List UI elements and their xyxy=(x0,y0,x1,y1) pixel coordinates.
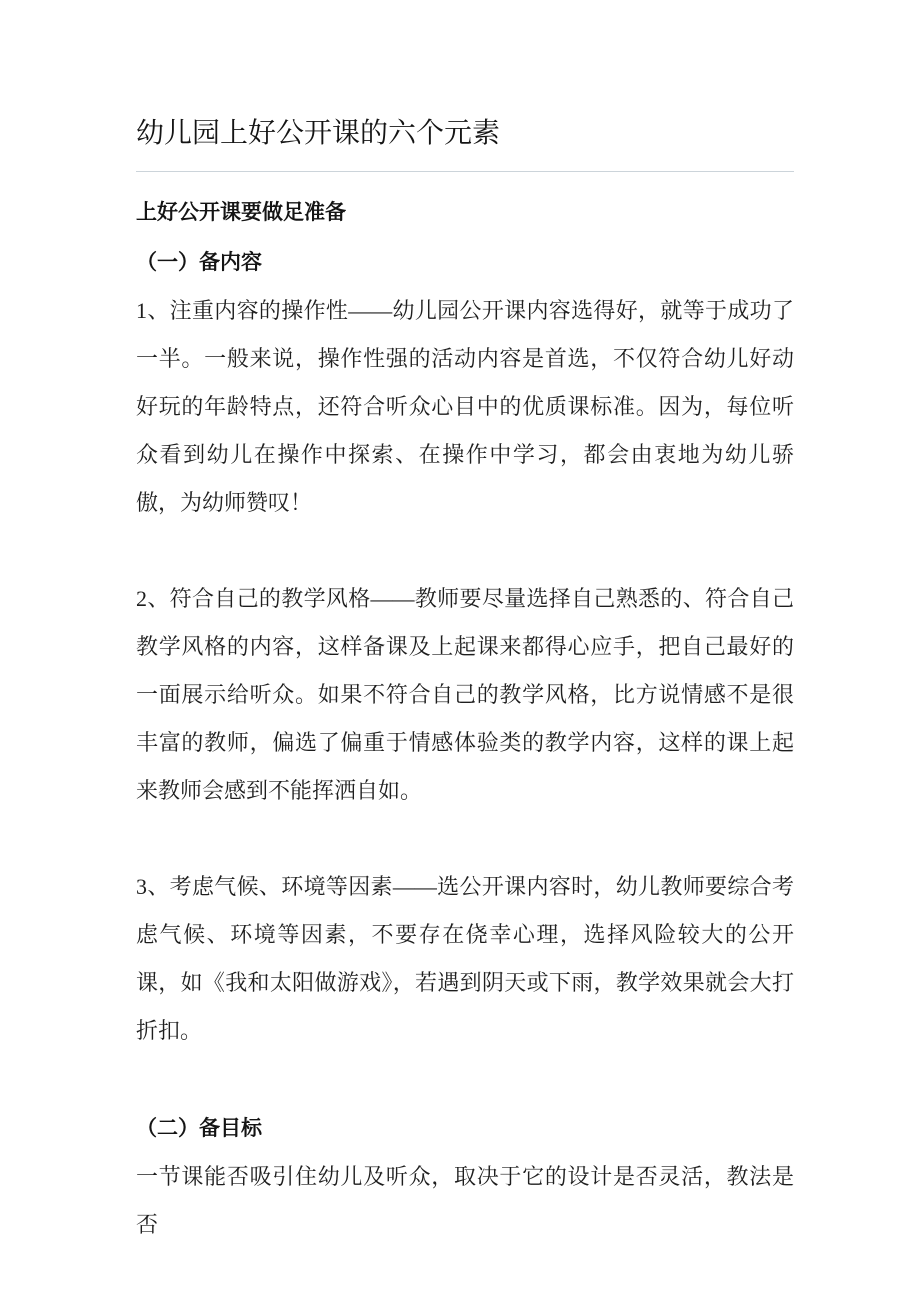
paragraph-goals-intro: 一节课能否吸引住幼儿及听众，取决于它的设计是否灵活，教法是否 xyxy=(136,1164,794,1237)
document-title: 幼儿园上好公开课的六个元素 xyxy=(136,118,501,149)
paragraph-operability: 1、注重内容的操作性——幼儿园公开课内容选得好，就等于成功了一半。一般来说，操作性强的活动内容是首选，不仅符合幼儿好动好玩的年龄特点，还符合听众心目中的优质课标准。因为，每位听众看到幼儿在操作中探索、在操作中学习，都会由衷地为幼儿骄傲，为幼师赞叹！ xyxy=(136,298,794,515)
subsection-heading-goals: （二）备目标 xyxy=(136,1116,262,1140)
paragraph-teaching-style: 2、符合自己的教学风格——教师要尽量选择自己熟悉的、符合自己教学风格的内容，这样备课及上起课来都得心应手，把自己最好的一面展示给听众。如果不符合自己的教学风格，比方说情感不是很丰富的教师，偏选了偏重于情感体验类的教学内容，这样的课上起来教师会感到不能挥洒自如。 xyxy=(136,586,794,803)
subsection-heading-content: （一）备内容 xyxy=(136,250,262,274)
paragraph-weather-environment: 3、考虑气候、环境等因素——选公开课内容时，幼儿教师要综合考虑气候、环境等因素，不要存在侥幸心理，选择风险较大的公开课，如《我和太阳做游戏》，若遇到阴天或下雨，教学效果就会大打折扣。 xyxy=(136,874,794,1043)
section-heading-preparation: 上好公开课要做足准备 xyxy=(136,200,346,224)
title-divider xyxy=(136,171,794,172)
